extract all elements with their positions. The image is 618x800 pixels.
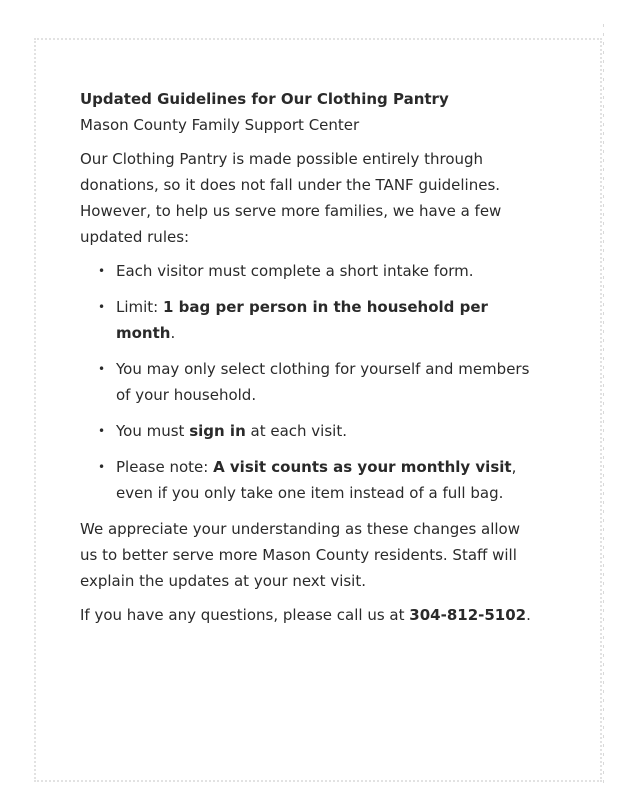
bullet-icon: •: [98, 300, 106, 314]
contact-paragraph: [80, 602, 532, 628]
rule-text-end: , even if you only take one item instead of a full bag.: [116, 458, 517, 502]
rule-text: Please note:: [116, 458, 214, 476]
contact-text: If you have any questions, please call us at: [80, 606, 410, 624]
document-title: Updated Guidelines for Our Clothing Pantry: [80, 90, 449, 108]
bullet-icon: •: [98, 362, 106, 376]
rule-item: [98, 356, 532, 408]
rule-emphasis: 1 bag per person in the household per month: [116, 298, 488, 342]
intro-paragraph: Our Clothing Pantry is made possible entirely through donations, so it does not fall under the TANF guidelines. However, to help us serve more families, we have a few updated rules:: [80, 150, 502, 246]
scan-edge-mark: [603, 24, 604, 784]
bullet-icon: •: [98, 424, 106, 438]
rule-text-end: .: [170, 324, 176, 342]
rule-emphasis: A visit counts as your monthly visit: [213, 458, 512, 476]
rule-item: [98, 418, 532, 444]
rule-item: [98, 454, 532, 506]
rule-emphasis: sign in: [189, 422, 246, 440]
organization-name: Mason County Family Support Center: [80, 116, 360, 134]
rules-list: [80, 258, 532, 506]
closing-paragraph: We appreciate your understanding as these changes allow us to better serve more Mason County residents. Staff will explain the updates at your next visit.: [80, 520, 521, 590]
bullet-icon: •: [98, 264, 106, 278]
bullet-icon: •: [98, 460, 106, 474]
rule-item: [98, 258, 532, 284]
document-body: [80, 86, 532, 636]
rule-text: Limit:: [116, 298, 164, 316]
rule-text: You must: [116, 422, 190, 440]
rule-text: You may only select clothing for yourself and members of your household.: [116, 360, 530, 404]
rule-text: Each visitor must complete a short intake form.: [116, 262, 474, 280]
contact-text-end: .: [526, 606, 531, 624]
rule-text-end: at each visit.: [245, 422, 347, 440]
phone-number: 304-812-5102: [409, 606, 527, 624]
rule-item: [98, 294, 532, 346]
